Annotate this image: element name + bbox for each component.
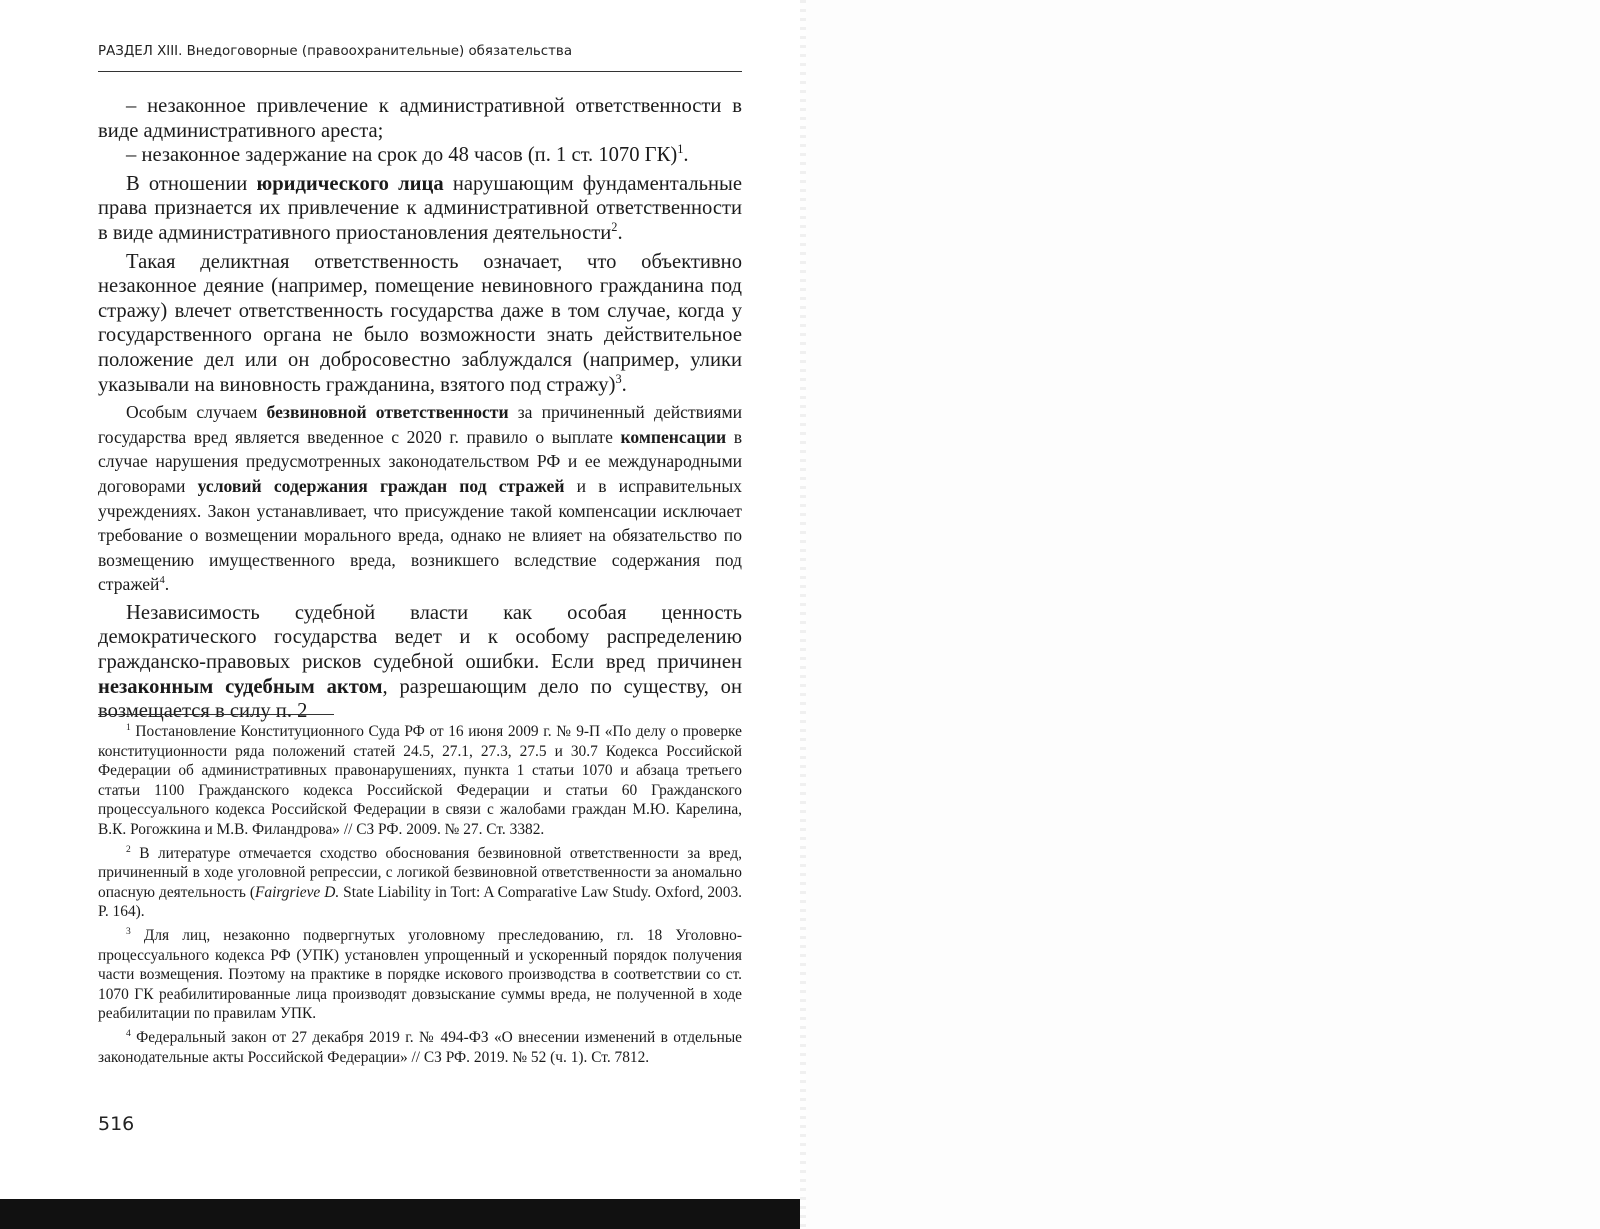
paragraph-legal-entity: В отношении юридического лица нарушающим фундаментальные права признается их привлечение к административной ответственности в виде административного приостановления деятельности$^2$. <box>98 172 742 244</box>
footnote-ref-1: 1 <box>677 142 684 157</box>
footnote-1: $^1$ Постановление Конституционного Суда РФ от 16 июня 2009 г. № 9-П «По делу о проверке конституционности ряда положений статей 24.5, 27.1, 27.3, 27.5 и 30.7 Кодекса Российской Федерации об административных правонарушениях, пункта 1 статьи 1070 и абзаца третьего статьи 1100 Гражданского кодекса Российской Федерации и статьи 60 Гражданского процессуального кодекса Российской Федерации в связи с жалобами граждан М.Ю. Карелина, В.К. Рогожкина и М.В. Филандрова» // СЗ РФ. 2009. № 27. Ст. 3382. <box>98 721 742 838</box>
paragraph-delict-liability: Такая деликтная ответственность означает, что объективно незаконное деяние (например, помещение невиновного гражданина под стражу) влечет ответственность государства даже в том случае, когда у государственного органа не было возможности знать действительное положение дел или он добросовестно заблуждался (например, улики указывали на виновность гражданина, взятого под стражу)$^3$. <box>98 250 742 396</box>
running-head: РАЗДЕЛ XIII. Внедоговорные (правоохранительные) обязательства <box>98 44 573 59</box>
paragraph-judicial-error: Независимость судебной власти как особая ценность демократического государства ведет и к особому распределению гражданско-правовых рисков судебной ошибки. Если вред причинен незаконным судебным актом, разрешающим дело по существу, он возмещается в силу п. 2 <box>98 601 742 723</box>
footnote-ref-4: 4 <box>159 575 165 587</box>
page-number: 516 <box>98 1113 135 1135</box>
page-gutter <box>800 0 806 1229</box>
header-rule <box>98 71 742 72</box>
footnote-2: $^2$ В литературе отмечается сходство обоснования безвиновной ответственности за вред, причиненный в ходе уголовной репрессии, с логикой безвиновной ответственности за аномально опасную деятельность (Fairgrieve D. State Liability in Tort: A Comparative Law Study. Oxford, 2003. P. 164). <box>98 843 742 921</box>
footnote-3: $^3$ Для лиц, незаконно подвергнутых уголовному преследованию, гл. 18 Уголовно-процессуального кодекса РФ (УПК) установлен упрощенный и ускоренный порядок получения части возмещения. Поэтому на практике в порядке искового производства в соответствии со ст. 1070 ГК реабилитированные лица производят довзыскание суммы вреда, не полученной в ходе реабилитации по правилам УПК. <box>98 925 742 1023</box>
footnotes <box>98 722 742 1071</box>
paragraph-compensation: Особым случаем безвиновной ответственности за причиненный действиями государства вред является введенное с 2020 г. правило о выплате компенсации в случае нарушения предусмотренных законодательством РФ и ее международными договорами условий содержания граждан под стражей и в исправительных учреждениях. Закон устанавливает, что присуждение такой компенсации исключает требование о возмещении морального вреда, однако не влияет на обязательство по возмещению имущественного вреда, возникшего вследствие содержания под стражей$^4$. <box>98 402 743 595</box>
main-text <box>98 94 742 724</box>
footnote-4: $^4$ Федеральный закон от 27 декабря 2019 г. № 494-ФЗ «О внесении изменений в отдельные законодательные акты Российской Федерации» // СЗ РФ. 2019. № 52 (ч. 1). Ст. 7812. <box>98 1027 742 1066</box>
footnote-ref-3: 3 <box>615 371 622 386</box>
right-page-blank <box>800 0 1600 1229</box>
paragraph-list-item-2: – незаконное задержание на срок до 48 часов (п. 1 ст. 1070 ГК)$^1$. <box>126 142 689 167</box>
scan-edge-shadow <box>0 1199 800 1229</box>
footnote-ref-2: 2 <box>611 220 618 235</box>
paragraph-list-item-1: – незаконное привлечение к административной ответственности в виде административного ареста; <box>98 95 742 142</box>
footnote-separator <box>98 714 334 715</box>
